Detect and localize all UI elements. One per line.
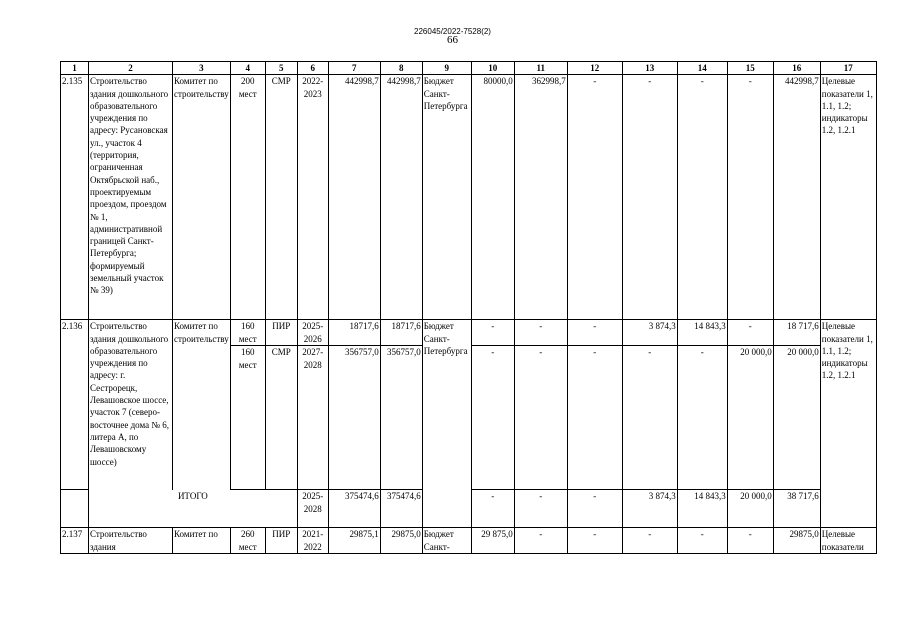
funding-source-cell: Бюджет Санкт-Петербурга bbox=[422, 320, 471, 490]
object-description: Строительство здания bbox=[89, 528, 173, 554]
work-type-cell: СМР bbox=[265, 75, 297, 320]
value-cell: - bbox=[471, 320, 514, 346]
value-cell: - bbox=[567, 320, 622, 346]
value-cell: 38 717,6 bbox=[773, 490, 820, 528]
value-cell: 356757,0 bbox=[380, 346, 422, 490]
indicators-cell: Целевые показатели 1, 1.1, 1.2; индикаторы 1.2, 1.2.1 bbox=[820, 320, 876, 528]
value-cell: - bbox=[677, 75, 727, 320]
value-cell: - bbox=[727, 528, 773, 554]
value-cell: - bbox=[471, 490, 514, 528]
value-cell: 20 000,0 bbox=[727, 490, 773, 528]
value-cell: 362998,7 bbox=[514, 75, 567, 320]
capacity-cell: 200 мест bbox=[230, 75, 265, 320]
table-row bbox=[61, 320, 877, 346]
capacity-cell: 260 мест bbox=[230, 528, 265, 554]
table-row bbox=[61, 75, 877, 320]
column-number: 3 bbox=[173, 62, 231, 75]
value-cell: 3 874,3 bbox=[622, 490, 677, 528]
value-cell: 18717,6 bbox=[328, 320, 380, 346]
value-cell: - bbox=[567, 346, 622, 490]
period-cell: 2027-2028 bbox=[297, 346, 328, 490]
value-cell: - bbox=[622, 75, 677, 320]
column-number: 12 bbox=[567, 62, 622, 75]
period-cell: 2021-2022 bbox=[297, 528, 328, 554]
value-cell: - bbox=[567, 528, 622, 554]
column-number-row bbox=[61, 62, 877, 75]
value-cell: 442998,7 bbox=[773, 75, 820, 320]
column-number: 14 bbox=[677, 62, 727, 75]
value-cell: - bbox=[677, 346, 727, 490]
document-number: 226045/2022-7528(2) bbox=[414, 27, 491, 36]
period-cell: 2025-2026 bbox=[297, 320, 328, 346]
column-number: 7 bbox=[328, 62, 380, 75]
total-label: ИТОГО bbox=[89, 490, 298, 528]
value-cell: 29875,0 bbox=[380, 528, 422, 554]
column-number: 6 bbox=[297, 62, 328, 75]
column-number: 2 bbox=[89, 62, 173, 75]
value-cell: 442998,7 bbox=[380, 75, 422, 320]
column-number: 8 bbox=[380, 62, 422, 75]
column-number: 10 bbox=[471, 62, 514, 75]
work-type-cell: ПИР bbox=[265, 528, 297, 554]
capacity-cell: 160 мест bbox=[230, 320, 265, 346]
total-row bbox=[61, 490, 877, 528]
column-number: 17 bbox=[820, 62, 876, 75]
value-cell: - bbox=[727, 75, 773, 320]
column-number: 4 bbox=[230, 62, 265, 75]
funding-source-cell: Бюджет Санкт-Петербурга bbox=[422, 75, 471, 320]
value-cell: - bbox=[514, 490, 567, 528]
value-cell: 18 717,6 bbox=[773, 320, 820, 346]
value-cell: 375474,6 bbox=[380, 490, 422, 528]
column-number: 15 bbox=[727, 62, 773, 75]
period-cell: 2022-2023 bbox=[297, 75, 328, 320]
value-cell: - bbox=[567, 490, 622, 528]
value-cell: - bbox=[677, 528, 727, 554]
object-description: Строительство здания дошкольного образовательного учреждения по адресу: Русановская ул., участок 4 (территория, ограниченная Октябрьской наб., проектируемым проездом, проездом № 1, административной границей Санкт-Петербурга; формируемый земельный участок № 39) bbox=[89, 75, 173, 320]
indicators-cell: Целевые показатели bbox=[820, 528, 876, 554]
customer-cell: Комитет по bbox=[173, 528, 231, 554]
table-row bbox=[61, 528, 877, 554]
column-number: 11 bbox=[514, 62, 567, 75]
column-number: 1 bbox=[61, 62, 89, 75]
value-cell: - bbox=[622, 528, 677, 554]
customer-cell: Комитет по строительству bbox=[173, 320, 231, 490]
value-cell: - bbox=[567, 75, 622, 320]
column-number: 9 bbox=[422, 62, 471, 75]
value-cell: - bbox=[514, 528, 567, 554]
value-cell: 29 875,0 bbox=[471, 528, 514, 554]
page-number: 66 bbox=[447, 34, 458, 46]
value-cell: 20 000,0 bbox=[727, 346, 773, 490]
column-number: 13 bbox=[622, 62, 677, 75]
row-number: 2.135 bbox=[61, 75, 89, 320]
column-number: 5 bbox=[265, 62, 297, 75]
value-cell: - bbox=[514, 346, 567, 490]
program-table bbox=[60, 61, 877, 554]
customer-cell: Комитет по строительству bbox=[173, 75, 231, 320]
value-cell: 14 843,3 bbox=[677, 490, 727, 528]
column-number: 16 bbox=[773, 62, 820, 75]
value-cell: 29875,0 bbox=[773, 528, 820, 554]
value-cell: - bbox=[471, 346, 514, 490]
capacity-cell: 160 мест bbox=[230, 346, 265, 490]
work-type-cell: СМР bbox=[265, 346, 297, 490]
value-cell: 80000,0 bbox=[471, 75, 514, 320]
row-number bbox=[61, 490, 89, 528]
value-cell: 14 843,3 bbox=[677, 320, 727, 346]
value-cell: 356757,0 bbox=[328, 346, 380, 490]
value-cell: 29875,1 bbox=[328, 528, 380, 554]
value-cell: 3 874,3 bbox=[622, 320, 677, 346]
value-cell: - bbox=[727, 320, 773, 346]
value-cell: 375474,6 bbox=[328, 490, 380, 528]
value-cell: 442998,7 bbox=[328, 75, 380, 320]
value-cell: 20 000,0 bbox=[773, 346, 820, 490]
period-cell: 2025-2028 bbox=[297, 490, 328, 528]
funding-source-cell: Бюджет Санкт- bbox=[422, 528, 471, 554]
funding-source-cell bbox=[422, 490, 471, 528]
indicators-cell: Целевые показатели 1, 1.1, 1.2; индикаторы 1.2, 1.2.1 bbox=[820, 75, 876, 320]
value-cell: 18717,6 bbox=[380, 320, 422, 346]
row-number: 2.136 bbox=[61, 320, 89, 490]
value-cell: - bbox=[514, 320, 567, 346]
work-type-cell: ПИР bbox=[265, 320, 297, 346]
value-cell: - bbox=[622, 346, 677, 490]
object-description: Строительство здания дошкольного образовательного учреждения по адресу: г. Сестрорецк, Левашовское шоссе, участок 7 (северо-восточнее дома № 6, литера А, по Левашовскому шоссе) bbox=[89, 320, 173, 490]
row-number: 2.137 bbox=[61, 528, 89, 554]
